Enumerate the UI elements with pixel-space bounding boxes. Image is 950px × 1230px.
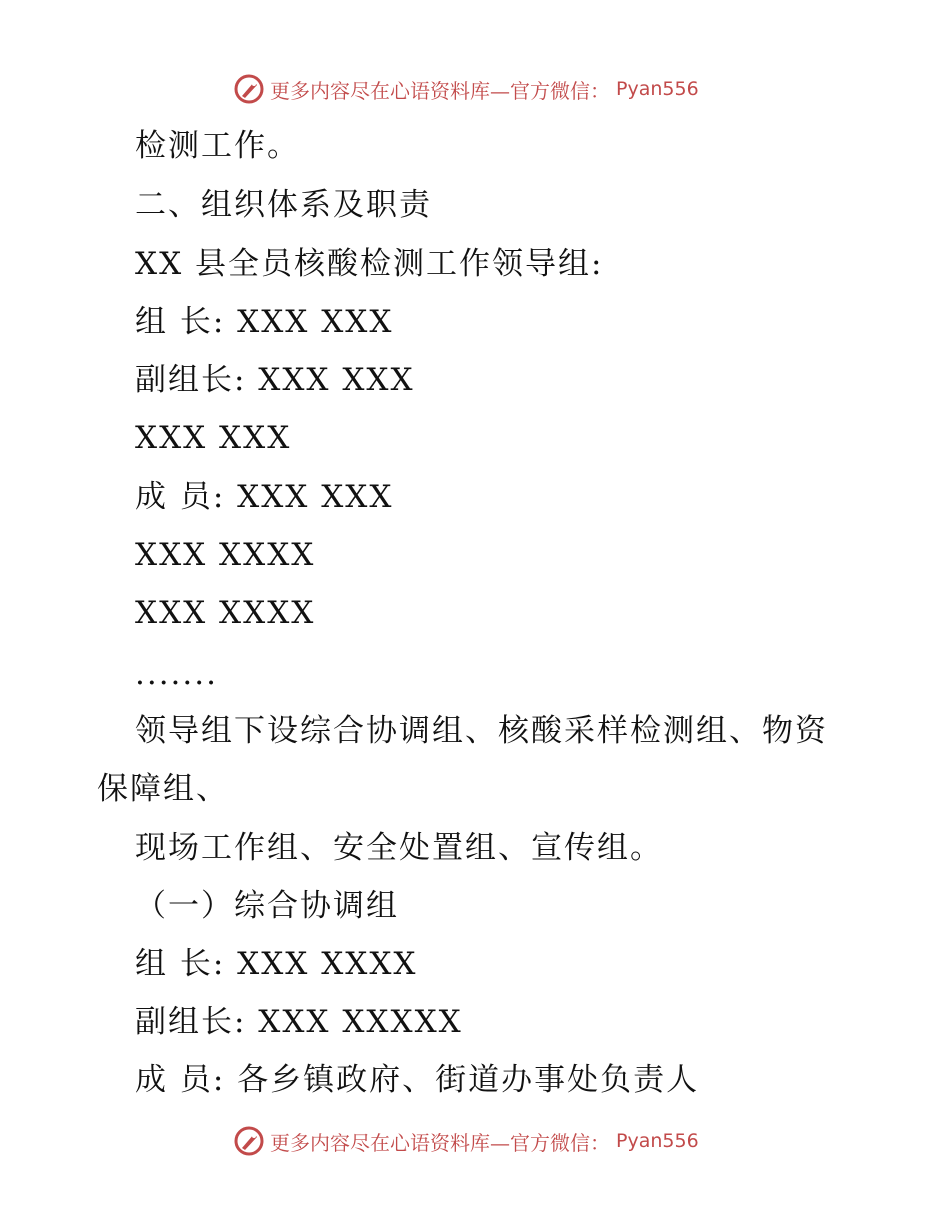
text-line: 现场工作组、安全处置组、宣传组。	[135, 830, 663, 866]
text-line: XXX XXXX	[135, 595, 316, 631]
subsection-heading: （一）综合协调组	[135, 888, 399, 924]
footer-watermark	[234, 1124, 699, 1158]
watermark-wechat-id: Pyan556	[616, 1130, 699, 1152]
text-line: 保障组、	[97, 771, 229, 807]
text-line: 成 员: 各乡镇政府、街道办事处负责人	[135, 1062, 700, 1098]
pen-nib-seal-icon	[234, 1126, 264, 1156]
text-line: 成 员: XXX XXX	[135, 479, 394, 515]
text-line: 副组长: XXX XXX	[135, 362, 415, 398]
watermark-text: 更多内容尽在心语资料库—官方微信：	[270, 78, 610, 103]
text-line: 组 长: XXX XXXX	[135, 946, 418, 982]
text-line: 检测工作。	[135, 128, 300, 164]
watermark-wechat-id: Pyan556	[616, 78, 699, 100]
section-heading: 二、组织体系及职责	[135, 187, 432, 223]
ellipsis-line: .......	[135, 656, 218, 692]
pen-nib-seal-icon	[234, 74, 264, 104]
watermark-text: 更多内容尽在心语资料库—官方微信：	[270, 1130, 610, 1155]
text-line: XXX XXXX	[135, 537, 316, 573]
text-line: 领导组下设综合协调组、核酸采样检测组、物资	[135, 713, 828, 749]
header-watermark	[234, 72, 699, 106]
text-line: XX 县全员核酸检测工作领导组:	[135, 246, 604, 282]
text-line: 副组长: XXX XXXXX	[135, 1004, 463, 1040]
text-line: 组 长: XXX XXX	[135, 304, 394, 340]
text-line: XXX XXX	[135, 420, 292, 456]
